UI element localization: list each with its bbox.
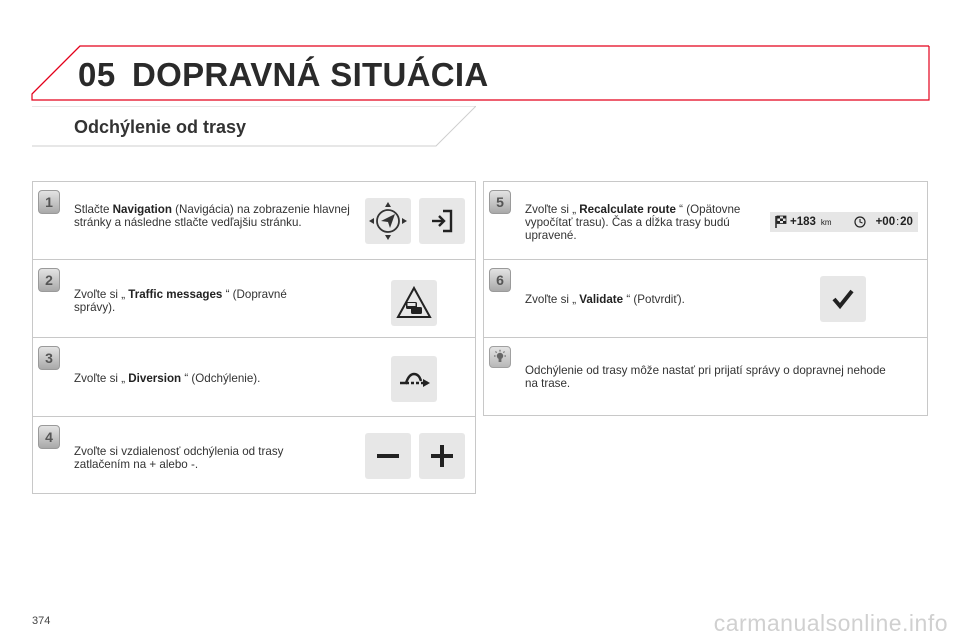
step-number-badge: 3 — [38, 346, 60, 370]
step-number-badge: 5 — [489, 190, 511, 214]
step-text: Zvoľte si „ Diversion “ (Odchýlenie). — [74, 372, 261, 385]
step-6 — [484, 260, 927, 338]
step-2 — [33, 260, 475, 338]
step-text: Zvoľte si „ Recalculate route “ (Opätovne vypočítať trasu). Čas a dĺžka trasy budú upravené. — [525, 203, 741, 242]
step-3 — [33, 338, 475, 417]
time-delta-minutes: 20 — [900, 216, 913, 228]
distance-unit: km — [820, 217, 832, 227]
step-number-badge: 6 — [489, 268, 511, 292]
plus-icon[interactable] — [419, 433, 465, 479]
chapter-header — [0, 0, 960, 110]
step-5 — [484, 182, 927, 260]
diversion-icon[interactable] — [391, 356, 437, 402]
clock-icon — [854, 216, 866, 228]
step-text: Zvoľte si „ Traffic messages “ (Dopravné správy). — [74, 288, 287, 314]
section-title: Odchýlenie od trasy — [74, 117, 247, 137]
left-steps-panel — [32, 181, 476, 494]
chapter-title: DOPRAVNÁ SITUÁCIA — [132, 56, 489, 93]
minus-icon[interactable] — [365, 433, 411, 479]
checkmark-icon[interactable] — [820, 276, 866, 322]
step-1 — [33, 182, 475, 260]
step-4 — [33, 417, 475, 495]
distance-delta: +183 — [790, 216, 816, 228]
traffic-messages-icon[interactable] — [391, 280, 437, 326]
right-steps-panel — [483, 181, 928, 416]
page-number: 374 — [32, 615, 51, 627]
watermark: carmanualsonline.info — [713, 610, 948, 636]
step-number-badge: 2 — [38, 268, 60, 292]
time-delta-hours: +00 — [875, 216, 896, 228]
navigation-compass-icon[interactable] — [365, 198, 411, 244]
step-text: Stlačte Navigation (Navigácia) na zobrazenie hlavnej stránky a následne stlačte vedľajšiu stránku. — [74, 203, 350, 229]
next-page-icon[interactable] — [419, 198, 465, 244]
step-text: Zvoľte si vzdialenosť odchýlenia od trasy zatlačením na + alebo -. — [74, 445, 284, 471]
tip-note — [484, 338, 927, 416]
step-number-badge: 4 — [38, 425, 60, 449]
step-text: Zvoľte si „ Validate “ (Potvrdiť). — [525, 293, 685, 306]
tip-text: Odchýlenie od trasy môže nastať pri prijatí správy o dopravnej nehode na trase. — [525, 364, 886, 390]
step-number-badge: 1 — [38, 190, 60, 214]
chapter-number: 05 — [78, 56, 116, 93]
lightbulb-icon — [489, 346, 511, 368]
destination-flag-icon — [774, 215, 788, 229]
route-recalculation-display: +183 km +00 : 20 — [770, 212, 918, 232]
